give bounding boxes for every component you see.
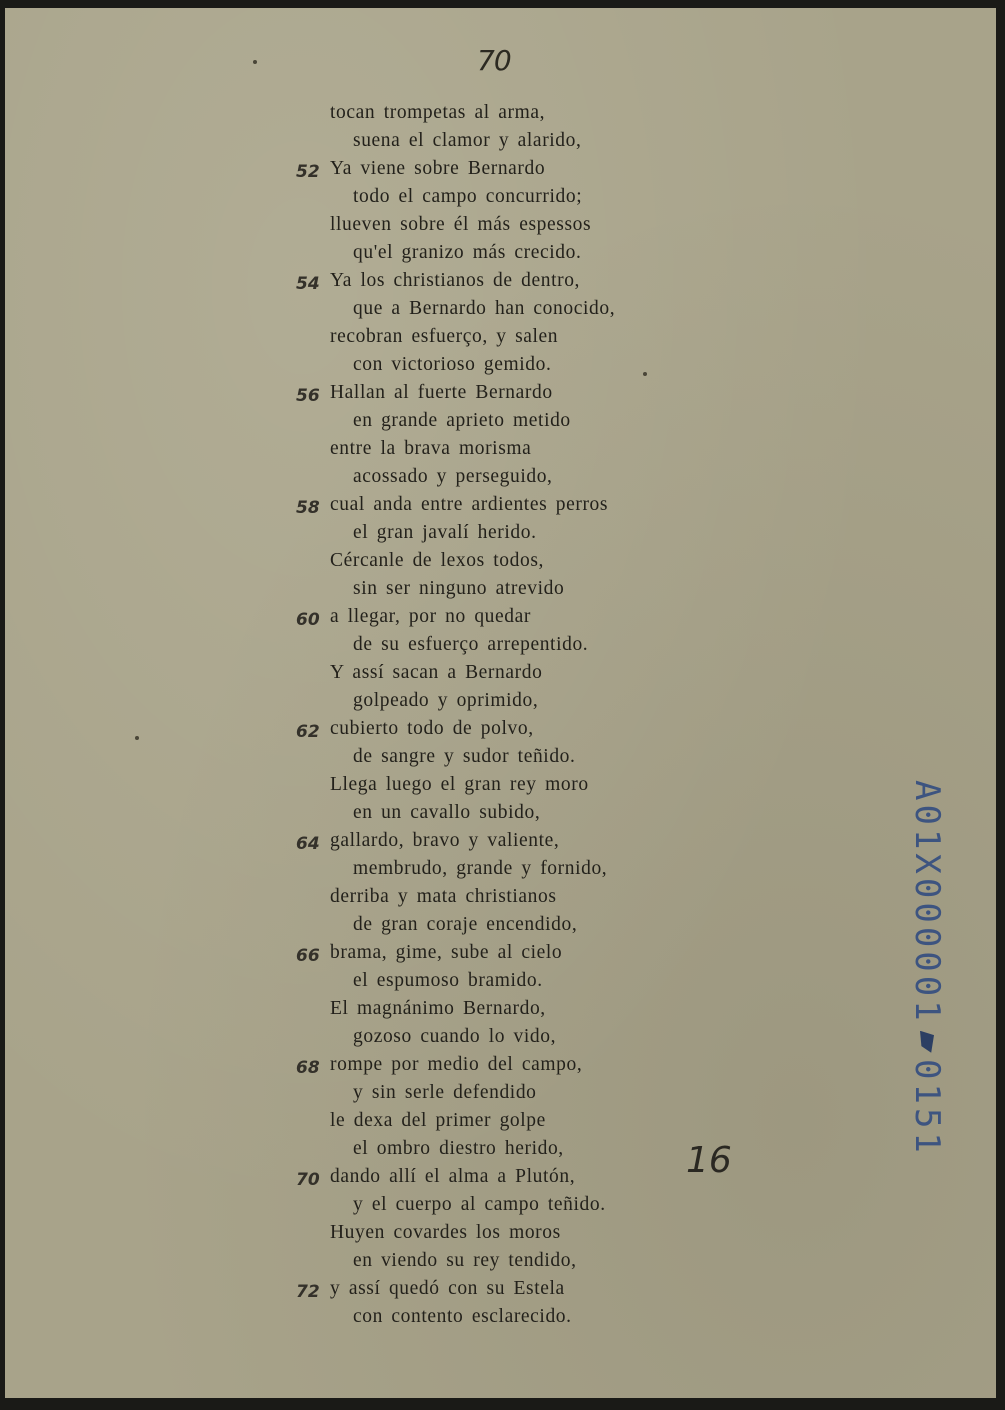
- poem-line: Hallan al fuerte Bernardo: [330, 382, 553, 403]
- poem-line: dando allí el alma a Plutón,: [330, 1166, 576, 1187]
- poem-line: El magnánimo Bernardo,: [330, 998, 546, 1019]
- poem-line: Huyen covardes los moros: [330, 1222, 561, 1243]
- verse-number: 72: [296, 1282, 320, 1302]
- poem-line: y el cuerpo al campo teñido.: [353, 1194, 606, 1215]
- handwritten-margin-note: 16: [686, 1140, 732, 1181]
- poem-line: en un cavallo subido,: [353, 802, 541, 823]
- poem-line: Ya viene sobre Bernardo: [330, 158, 546, 179]
- poem-text: [5, 8, 996, 1398]
- stamp-code: A01X000001: [907, 780, 947, 1025]
- poem-line: y assí quedó con su Estela: [330, 1278, 565, 1299]
- poem-line: en viendo su rey tendido,: [353, 1250, 577, 1271]
- verse-number: 56: [296, 386, 320, 406]
- poem-line: Cércanle de lexos todos,: [330, 550, 545, 571]
- verse-number: 70: [296, 1170, 320, 1190]
- poem-line: gallardo, bravo y valiente,: [330, 830, 560, 851]
- poem-line: le dexa del primer golpe: [330, 1110, 546, 1131]
- verse-number: 62: [296, 722, 320, 742]
- poem-line: rompe por medio del campo,: [330, 1054, 583, 1075]
- poem-line: golpeado y oprimido,: [353, 690, 539, 711]
- poem-line: recobran esfuerço, y salen: [330, 326, 559, 347]
- poem-line: Llega luego el gran rey moro: [330, 774, 589, 795]
- poem-line: de sangre y sudor teñido.: [353, 746, 576, 767]
- verse-number: 54: [296, 274, 320, 294]
- poem-line: brama, gime, sube al cielo: [330, 942, 563, 963]
- poem-line: suena el clamor y alarido,: [353, 130, 582, 151]
- poem-line: de gran coraje encendido,: [353, 914, 578, 935]
- poem-line: membrudo, grande y fornido,: [353, 858, 608, 879]
- poem-line: sin ser ninguno atrevido: [353, 578, 565, 599]
- poem-line: llueven sobre él más espessos: [330, 214, 592, 235]
- paper-speck: [643, 372, 647, 376]
- poem-line: acossado y perseguido,: [353, 466, 553, 487]
- poem-line: en grande aprieto metido: [353, 410, 571, 431]
- poem-line: cubierto todo de polvo,: [330, 718, 534, 739]
- poem-line: y sin serle defendido: [353, 1082, 537, 1103]
- paper-speck: [135, 736, 139, 740]
- stamp-number: 0151: [907, 1058, 947, 1157]
- poem-line: con victorioso gemido.: [353, 354, 552, 375]
- verse-number: 52: [296, 162, 320, 182]
- verse-number: 66: [296, 946, 320, 966]
- poem-line: entre la brava morisma: [330, 438, 532, 459]
- paper-speck: [253, 60, 257, 64]
- poem-line: a llegar, por no quedar: [330, 606, 531, 627]
- verse-number: 60: [296, 610, 320, 630]
- poem-line: el espumoso bramido.: [353, 970, 543, 991]
- poem-line: el gran javalí herido.: [353, 522, 537, 543]
- poem-line: gozoso cuando lo vido,: [353, 1026, 557, 1047]
- poem-line: qu'el granizo más crecido.: [353, 242, 582, 263]
- poem-line: derriba y mata christianos: [330, 886, 557, 907]
- page-number: 70: [477, 44, 511, 77]
- poem-line: con contento esclarecido.: [353, 1306, 572, 1327]
- verse-number: 58: [296, 498, 320, 518]
- poem-line: de su esfuerço arrepentido.: [353, 634, 589, 655]
- poem-line: tocan trompetas al arma,: [330, 102, 546, 123]
- poem-line: Y assí sacan a Bernardo: [330, 662, 543, 683]
- poem-line: el ombro diestro herido,: [353, 1138, 564, 1159]
- archive-stamp: [907, 780, 947, 1260]
- poem-line: Ya los christianos de dentro,: [330, 270, 581, 291]
- document-page: [5, 8, 996, 1398]
- verse-number: 64: [296, 834, 320, 854]
- poem-line: cual anda entre ardientes perros: [330, 494, 609, 515]
- verse-number: 68: [296, 1058, 320, 1078]
- poem-line: que a Bernardo han conocido,: [353, 298, 616, 319]
- stamp-mark-icon: [920, 1031, 934, 1053]
- poem-line: todo el campo concurrido;: [353, 186, 583, 207]
